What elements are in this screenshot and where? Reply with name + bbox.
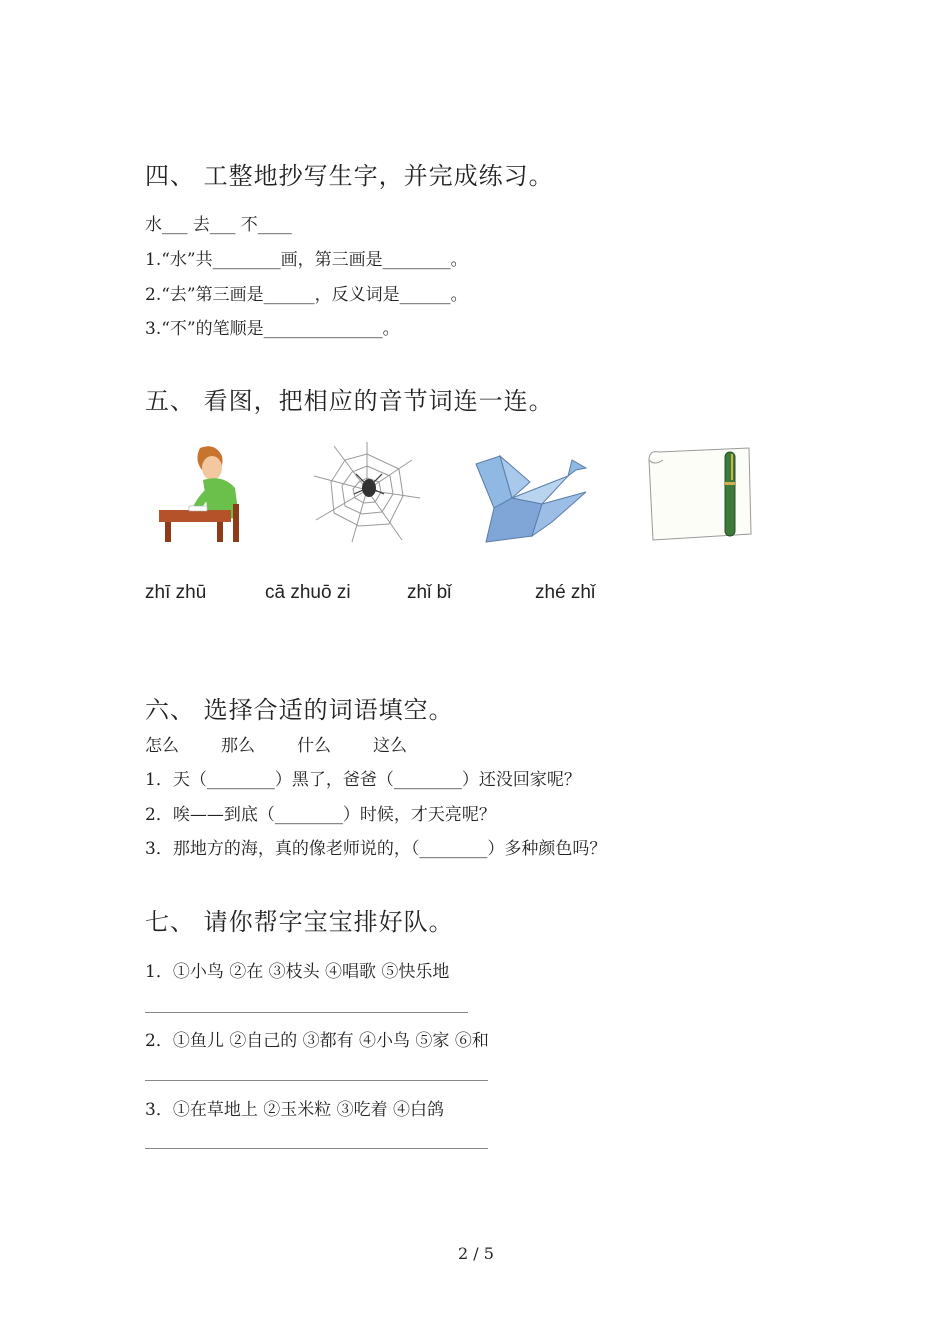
word-option-3: 什么: [297, 736, 331, 756]
answer-line-3: [145, 1148, 488, 1149]
section-4-title: 四、 工整地抄写生字，并完成练习。: [145, 162, 554, 190]
pinyin-4: zhé zhǐ: [535, 582, 596, 603]
page-number: 2 / 5: [458, 1244, 494, 1263]
section-6-question-1: 1．天（________）黑了，爸爸（________）还没回家呢？: [145, 770, 581, 790]
section-6-title: 六、 选择合适的词语填空。: [145, 696, 454, 724]
section-5-title: 五、 看图，把相应的音节词连一连。: [145, 387, 554, 415]
section-4-question-2: 2.“去”第三画是______，反义词是______。: [145, 285, 468, 305]
answer-line-2: [145, 1080, 488, 1081]
section-6-question-2: 2．唉——到底（________）时候，才天亮呢？: [145, 805, 496, 825]
section-4-question-1: 1.“水”共________画，第三画是________。: [145, 250, 468, 270]
spider-web-image: [312, 440, 422, 545]
word-option-2: 那么: [221, 736, 255, 756]
section-7-title: 七、 请你帮字宝宝排好队。: [145, 908, 454, 936]
section-4-question-3: 3.“不”的笔顺是______________。: [145, 319, 400, 339]
pinyin-1: zhī zhū: [145, 582, 207, 603]
word-option-1: 怎么: [145, 736, 179, 756]
section-4-chars: 水___ 去___ 不____: [145, 215, 292, 235]
answer-line-1: [145, 1012, 468, 1013]
paper-and-pen-image: [645, 446, 753, 542]
section-6-question-3: 3．那地方的海，真的像老师说的，（________）多种颜色吗？: [145, 839, 607, 859]
paper-crane-image: [472, 452, 592, 544]
section-7-question-2: 2．①鱼儿 ②自己的 ③都有 ④小鸟 ⑤家 ⑥和: [145, 1031, 489, 1051]
pinyin-2: cā zhuō zi: [265, 582, 351, 603]
section-7-question-1: 1．①小鸟 ②在 ③枝头 ④唱歌 ⑤快乐地: [145, 962, 450, 982]
child-at-desk-image: [155, 440, 245, 545]
section-7-question-3: 3．①在草地上 ②玉米粒 ③吃着 ④白鸽: [145, 1100, 445, 1120]
word-option-4: 这么: [373, 736, 407, 756]
pinyin-3: zhǐ bǐ: [407, 582, 452, 603]
